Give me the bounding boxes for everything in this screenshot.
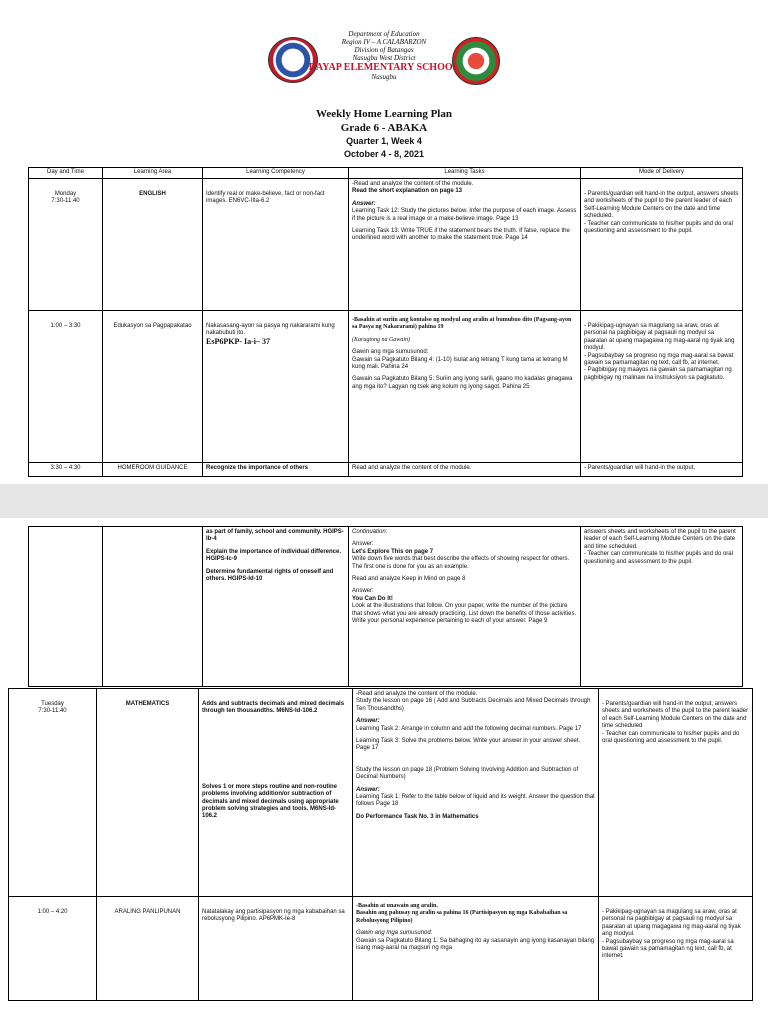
delivery-line: - Pagbibigay ng maayos na gawain sa pamamagitan ng pagbibigay ng malinaw na instruksiyon sa pagkatuto. xyxy=(584,367,732,381)
day-time-cell xyxy=(9,689,97,897)
competency-text: Adds and subtracts decimals and mixed decimals through ten thousandths. M6NS-Id-106.2 xyxy=(202,701,345,715)
task-line: -Basahin at unawain ang aralin. xyxy=(356,903,438,909)
tasks-cell xyxy=(349,311,581,463)
delivery-line: answers sheets and worksheets of the pupil to the parent leader of each Self-Learning Module Centers on the date and time scheduled. xyxy=(584,529,736,550)
task-line: -Read and analyze the content of the module. xyxy=(352,181,474,187)
task-line: Learning Task 3: Solve the problems below. Write your answer in your answer sheet. Page 17 xyxy=(356,738,581,752)
task-line: (Karugtong na Gawain) xyxy=(352,336,411,343)
plan-table-2 xyxy=(28,526,743,687)
area-cell: MATHEMATICS xyxy=(97,689,199,897)
time-label: 7:30-11:40 xyxy=(51,198,80,205)
dept-line: Department of Education xyxy=(348,30,420,38)
task-line: Read the short explanation on page 13 xyxy=(352,188,463,195)
task-line: Look at the illustrations that follow. On your paper, write the number of the picture that shows what you are already practicing. List down the benefits of those activities. Write your personal experience pertaining to each of your answer. Page 9 xyxy=(352,603,577,625)
delivery-line: - Pagsubaybay sa progreso ng mga mag-aaral sa bawat gawain sa pamamagitan ng text, call fb, at internet. xyxy=(584,352,734,367)
letterhead xyxy=(0,30,768,81)
delivery-line: - Pakikipag-ugnayan sa magulang sa araw, oras at personal na pagbibigay at pagsauli ng modyul sa paaralan at upang magagawa ng mag-aaral ng tiyak ang modyul. xyxy=(584,323,735,352)
table-row-english xyxy=(29,179,743,311)
competency-cell: Identify real or make-believe, fact or non-fact images. EN6VC-IIIa-6.2 xyxy=(203,179,349,311)
plan-table-3 xyxy=(8,688,753,1001)
town-line: Nasugbu xyxy=(371,73,397,81)
task-line: Study the lesson on page 16 ( Add and Subtracts Decimals and Mixed Decimals through Ten Thousandths) xyxy=(356,698,591,712)
school-name: DAYAP ELEMENTARY SCHOOL xyxy=(308,62,460,73)
task-line: Let's Explore This on page 7 xyxy=(352,548,434,555)
task-line: Gawain sa Pagkatuto Bilang 4: (1-10) Isulat ang letrang T kung tama at letrang M kung mali. Pahina 24 xyxy=(352,356,568,371)
task-line: Answer: xyxy=(352,588,374,595)
day-time-cell: 1:00 – 4:20 xyxy=(9,897,97,1001)
dates-title: October 4 - 8, 2021 xyxy=(343,149,425,159)
table-row-homeroom-continued xyxy=(29,527,743,687)
task-line: -Basahin at suriin ang kontalso ng modyul ang aralin at bumubuo dito (Pagsang-ayon sa Pasya ng Nakararami) pahina 19 xyxy=(352,317,572,331)
task-line: You Can Do It! xyxy=(352,595,393,602)
task-line: Answer: xyxy=(356,718,380,725)
page-gap xyxy=(0,484,768,518)
competency-cell xyxy=(199,689,353,897)
tasks-cell xyxy=(353,897,599,1001)
plan-titles xyxy=(0,108,768,161)
task-line: Write down five words that best describe the effects of showing respect for others. The first one is done for you as an example. xyxy=(352,556,570,570)
col-competency: Learning Competency xyxy=(203,168,349,179)
time-label: 7:30-11:40 xyxy=(38,708,67,715)
table-header-row xyxy=(29,168,743,179)
delivery-line: - Teacher can communicate to his/her pupils and do oral questioning and assessment to the pupil. xyxy=(584,551,733,565)
delivery-line: - Parents/guardian will hand-in the output, answers sheets and worksheets of the pupil to the parent leader of each Self-Learning Module Centers on the date and time scheduled. xyxy=(584,191,739,220)
area-cell: ENGLISH xyxy=(103,179,203,311)
area-cell: ARALING PANLIPUNAN xyxy=(97,897,199,1001)
col-day-time: Day and Time xyxy=(29,168,103,179)
delivery-line: - Teacher can communicate to his/her pupils and do oral questioning and assessment to the pupil. xyxy=(602,730,740,745)
division-line: Division of Batangas xyxy=(354,46,414,54)
plan-table-1 xyxy=(28,167,743,477)
day-label: Tuesday xyxy=(41,701,64,707)
task-line: Read and analyze Keep in Mind on page 8 xyxy=(352,576,466,583)
competency-cell: Natatalakay ang partisipasyon ng mga kababaihan sa rebolusyong Pilipino. AP6PMK-Ie-8 xyxy=(199,897,353,1001)
delivery-line: - Parents/guardian will hand-in the output, answers sheets and worksheets of the pupil to the parent leader of each Self-Learning Module Centers on the date and time scheduled xyxy=(602,701,749,730)
task-line: Basahin ang pahusay ng aralin sa pahina 16 (Partisipasyon ng mga Kababaihan sa Rebolusyong Pilipino) xyxy=(356,910,568,924)
delivery-cell xyxy=(581,179,743,311)
task-line: Answer: xyxy=(352,541,374,548)
col-delivery: Mode of Delivery xyxy=(581,168,743,179)
tasks-cell xyxy=(353,689,599,897)
competency-text: as part of family, school and community. HGIPS-Ib-4 xyxy=(206,529,344,543)
competency-cell xyxy=(203,311,349,463)
delivery-line: - Pakikipag-ugnayan sa magulang sa araw, oras at personal na pagbibigay at pagsauli ng modyul sa paaralan at upang magagawa ng mag-aaral ng tiyak ang modyul. xyxy=(602,909,741,938)
delivery-cell xyxy=(581,311,743,463)
table-row-ap xyxy=(9,897,753,1001)
day-time-cell: 1:00 – 3:30 xyxy=(29,311,103,463)
task-line: Gawin ang mga sumusunod: xyxy=(352,349,429,356)
page-1 xyxy=(0,0,768,484)
task-line: Learning Task 1: Refer to the table below of liquid and its weight. Answer the question that follows Page 18 xyxy=(356,794,595,808)
day-time-cell xyxy=(29,527,103,687)
delivery-cell xyxy=(581,527,743,687)
task-line: Continuation: xyxy=(352,529,388,535)
competency-cell xyxy=(203,527,349,687)
region-line: Region IV – A CALABARZON xyxy=(341,38,427,46)
competency-text: Solves 1 or more steps routine and non-routine problems involving addition/or subtraction of decimals and mixed decimals using appropriate problem solving strategies and tools. M6NS-Id-106.2 xyxy=(202,783,339,820)
table-row-esp xyxy=(29,311,743,463)
area-cell xyxy=(103,527,203,687)
tasks-cell xyxy=(349,527,581,687)
task-line: Answer: xyxy=(356,786,380,793)
task-line: Gawain sa Pagkatuto Bilang 5: Suriin ang iyong sarili, gaano mo kadalas ginagawa ang mga ito? Lagyan ng tsek ang kolum ng iyong sagot. Pahina 25 xyxy=(352,376,573,390)
table-row-homeroom xyxy=(29,463,743,477)
plan-title: Weekly Home Learning Plan xyxy=(316,108,452,120)
delivery-cell xyxy=(599,897,753,1001)
task-line: Learning Task 2: Arrange in column and add the following decimal numbers. Page 17 xyxy=(356,725,582,732)
col-learning-area: Learning Area xyxy=(103,168,203,179)
area-cell: Edukasyon sa Pagpapakatao xyxy=(103,311,203,463)
area-cell: HOMEROOM GUIDANCE xyxy=(103,463,203,477)
day-label: Monday xyxy=(54,191,77,197)
task-line: Study the lesson on page 18 (Problem Solving Involving Addition and Subtraction of Decimal Numbers) xyxy=(356,766,579,781)
competency-text: Determine fundamental rights of oneself and others. HGIPS-Id-10 xyxy=(206,568,334,583)
task-line: Answer: xyxy=(352,200,376,207)
col-tasks: Learning Tasks xyxy=(349,168,581,179)
page-2 xyxy=(0,518,768,1024)
task-line: Gawain sa Pagkatuto Bilang 1: Sa bahaging ito ay sasanayin ang iyong kasanayan bilang isang mag-aaral na magsuri ng mga xyxy=(356,937,595,952)
quarter-title: Quarter 1, Week 4 xyxy=(346,136,422,146)
competency-text: Explain the importance of individual difference. HGIPS-Ic-9 xyxy=(206,548,342,563)
delivery-line: - Pagsubaybay sa progreso ng mga mag-aaral sa bawat gawain sa pamamagitan ng text, call fb, at internet. xyxy=(602,938,734,960)
task-line: Do Performance Task No. 3 in Mathematics xyxy=(356,813,479,820)
task-line: Gawin ang mga sumusunod: xyxy=(356,930,433,937)
day-time-cell: 3:30 – 4:30 xyxy=(29,463,103,477)
competency-code: EsP6PKP- Ia-i– 37 xyxy=(206,336,270,346)
delivery-cell xyxy=(599,689,753,897)
district-line: Nasugbu West District xyxy=(352,54,416,62)
task-line: Learning Task 13: Write TRUE if the statement bears the truth. If false, replace the underlined word with another to make the statement true. Page 14 xyxy=(352,228,570,242)
competency-cell: Recognize the importance of others xyxy=(203,463,349,477)
tasks-cell xyxy=(349,179,581,311)
task-line: -Read and analyze the content of the module. xyxy=(356,691,478,697)
task-line: Learning Task 12: Study the pictures below. Infer the purpose of each image. Assess if the picture is a real image or a make-believe image. Page 13 xyxy=(352,208,577,222)
tasks-cell: Read and analyze the content of the module. xyxy=(349,463,581,477)
delivery-cell: - Parents/guardian will hand-in the output, xyxy=(581,463,743,477)
table-row-math xyxy=(9,689,753,897)
delivery-line: - Teacher can communicate to his/her pupils and do oral questioning and assessment to the pupil. xyxy=(584,220,733,235)
competency-text: Nakasasang-ayon sa pasya ng nakararami kung nakabubuti ito. xyxy=(206,323,335,337)
day-time-cell xyxy=(29,179,103,311)
grade-title: Grade 6 - ABAKA xyxy=(340,122,428,134)
